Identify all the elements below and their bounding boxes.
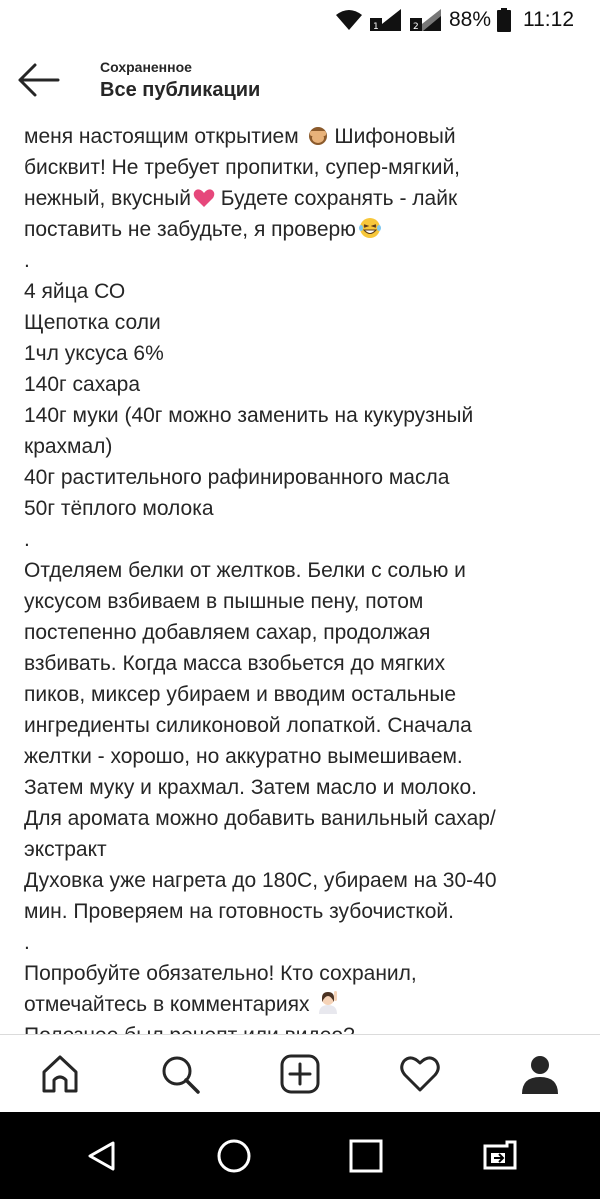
caption-line: отмечайтесь в комментариях — [24, 989, 584, 1020]
caption-line: 40г растительного рафинированного масла — [24, 466, 450, 489]
caption-line: бисквит! Не требует пропитки, супер-мягкий, — [24, 156, 461, 179]
search-icon[interactable] — [155, 1049, 205, 1099]
bottom-tab-bar — [0, 1034, 600, 1113]
caption-line: . — [24, 528, 30, 551]
caption-line: Попробуйте обязательно! Кто сохранил, — [24, 962, 417, 985]
page-title: Все публикации — [100, 79, 261, 101]
system-navigation-bar — [0, 1112, 600, 1199]
caption-line: 140г муки (40г можно заменить на кукурузный — [24, 404, 474, 427]
caption-line: экстракт — [24, 838, 107, 861]
svg-text:1: 1 — [372, 22, 379, 32]
svg-text:2: 2 — [412, 22, 419, 32]
caption-line: ингредиенты силиконовой лопаткой. Сначала — [24, 714, 472, 737]
sim2-signal-icon — [409, 8, 443, 32]
pink-heart-emoji — [193, 186, 215, 217]
battery-icon — [497, 8, 511, 32]
profile-icon[interactable] — [515, 1049, 565, 1099]
home-circle-icon[interactable] — [204, 1132, 264, 1180]
activity-heart-icon[interactable] — [395, 1049, 445, 1099]
caption-line: . — [24, 249, 30, 272]
grinning-squinting-face-emoji — [358, 217, 382, 248]
app-header — [0, 40, 600, 120]
caption-line: Затем муку и крахмал. Затем масло и молоко. — [24, 776, 477, 799]
caption-line: 50г тёплого молока — [24, 497, 214, 520]
see-no-evil-monkey-emoji — [307, 124, 329, 155]
new-post-icon[interactable] — [275, 1049, 325, 1099]
header-subtitle: Сохраненное — [100, 59, 192, 75]
person-raising-hand-emoji — [317, 990, 339, 1023]
wifi-icon — [335, 9, 363, 31]
caption-line: Духовка уже нагрета до 180С, убираем на 30-40 — [24, 869, 497, 892]
caption-line: постепенно добавляем сахар, продолжая — [24, 621, 431, 644]
back-triangle-icon[interactable] — [72, 1132, 132, 1180]
screen-cast-icon[interactable] — [468, 1132, 528, 1180]
battery-percent: 88% — [448, 8, 491, 31]
caption-line: 4 яйца СО — [24, 280, 126, 303]
status-bar — [0, 0, 600, 40]
caption-line: взбивать. Когда масса взобьется до мягких — [24, 652, 446, 675]
caption-line: уксусом взбиваем в пышные пену, потом — [24, 590, 424, 613]
sim1-signal-icon — [369, 8, 403, 32]
caption-line: 1чл уксуса 6% — [24, 342, 164, 365]
post-caption — [24, 120, 584, 1034]
caption-line: Для аромата можно добавить ванильный сахар/ — [24, 807, 496, 830]
status-icons — [335, 6, 574, 34]
clock: 11:12 — [523, 8, 574, 31]
caption-line: нежный, вкусный Будете сохранять - лайк — [24, 183, 584, 214]
caption-line: Щепотка соли — [24, 311, 161, 334]
caption-line: Отделяем белки от желтков. Белки с солью и — [24, 559, 466, 582]
caption-line: пиков, миксер убираем и вводим остальные — [24, 683, 457, 706]
back-arrow-icon[interactable] — [16, 60, 64, 100]
recents-square-icon[interactable] — [336, 1132, 396, 1180]
caption-line: желтки - хорошо, но аккуратно вымешиваем. — [24, 745, 463, 768]
caption-line: крахмал) — [24, 435, 113, 458]
caption-line: 140г сахара — [24, 373, 141, 396]
caption-line: . — [24, 931, 30, 954]
caption-line: мин. Проверяем на готовность зубочисткой. — [24, 900, 454, 923]
caption-line: поставить не забудьте, я проверю — [24, 214, 584, 245]
caption-line: меня настоящим открытием Шифоновый — [24, 121, 584, 152]
home-icon[interactable] — [35, 1049, 85, 1099]
